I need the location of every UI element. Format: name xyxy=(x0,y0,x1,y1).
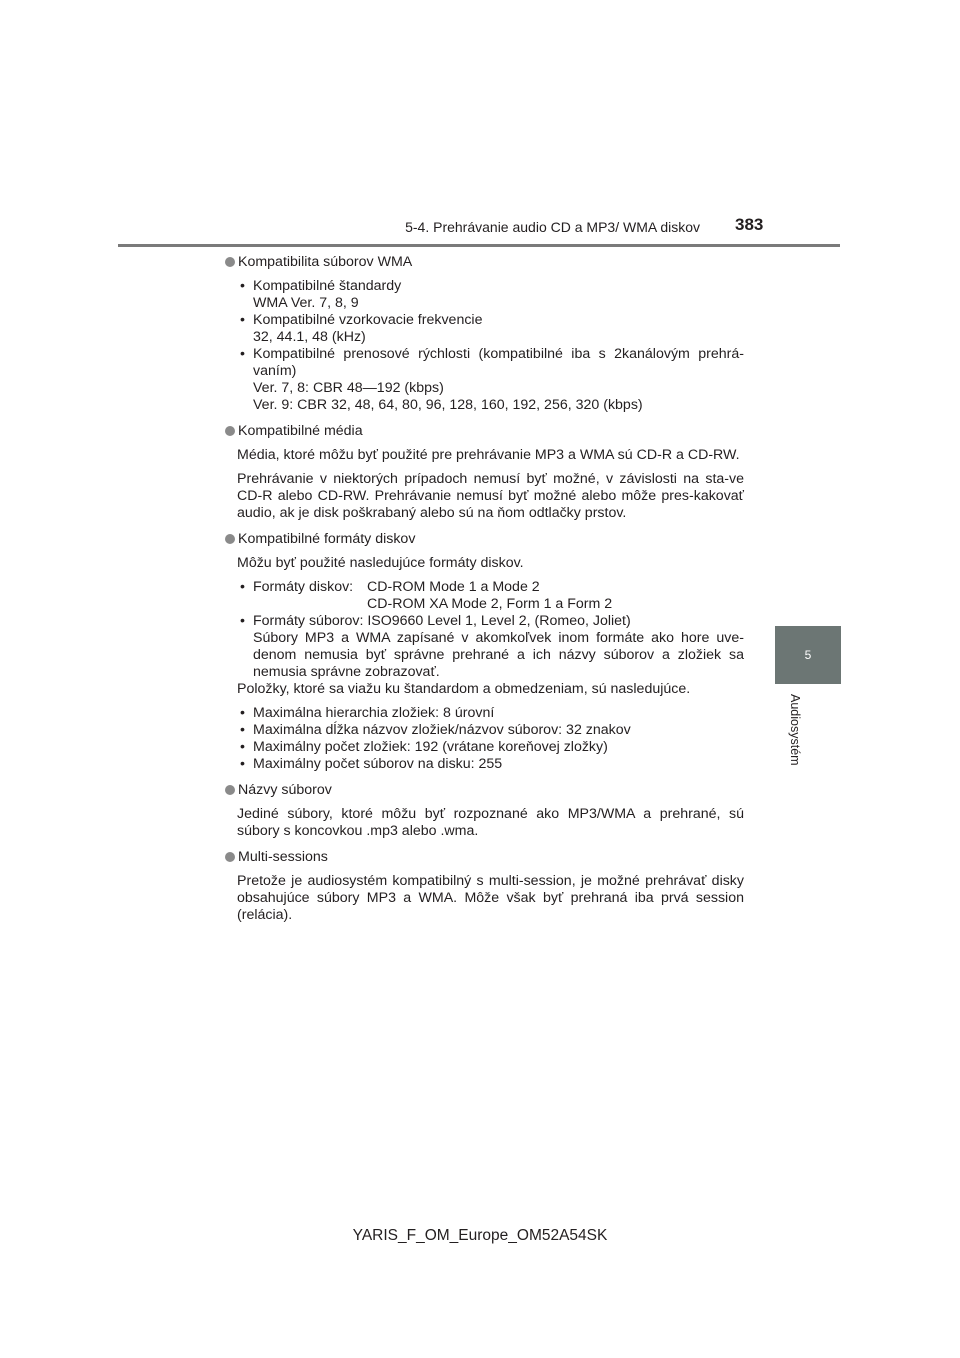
list-item-text: 32, 44.1, 48 (kHz) xyxy=(253,329,366,345)
section-title xyxy=(226,254,744,271)
list-bullet: • xyxy=(240,579,245,595)
list-item xyxy=(226,579,744,613)
section-title xyxy=(226,849,744,866)
list-bullet: • xyxy=(240,739,245,755)
list-bullet: • xyxy=(240,722,245,738)
list-bullet: • xyxy=(240,278,245,294)
disc-format-label: Formáty diskov: xyxy=(253,579,354,595)
list-item-text: WMA Ver. 7, 8, 9 xyxy=(253,295,359,311)
list-item-text: Kompatibilné prenosové rýchlosti (kompatibilné iba s 2kanálovým prehrá-vaním) xyxy=(253,346,744,379)
paragraph: Prehrávanie v niektorých prípadoch nemusí byť možné, v závislosti na sta-ve CD-R alebo CD-RW. Prehrávanie nemusí byť možné alebo môže pres-kakovať audio, ak je disk poškrabaný alebo sú na ňom odtlačky prstov. xyxy=(237,471,744,521)
list-item-text: Kompatibilné štandardy xyxy=(253,278,402,294)
section-title xyxy=(226,531,744,548)
list-item xyxy=(226,278,744,312)
section-names xyxy=(226,782,744,840)
disc-format-row xyxy=(253,579,744,596)
section-bullet-icon xyxy=(225,534,235,544)
paragraph: Môžu byť použité nasledujúce formáty diskov. xyxy=(237,555,524,571)
limits-list xyxy=(226,705,744,773)
header-divider xyxy=(118,244,840,247)
section-title-text: Názvy súborov xyxy=(238,782,332,798)
section-media xyxy=(226,423,744,522)
section-title xyxy=(226,423,744,440)
paragraph: Jediné súbory, ktoré môžu byť rozpoznané ako MP3/WMA a prehrané, sú súbory s koncovkou .mp3 alebo .wma. xyxy=(237,806,744,839)
formats-list xyxy=(226,579,744,681)
list-item xyxy=(226,613,744,681)
section-title-text: Kompatibilné média xyxy=(238,423,363,439)
list-bullet: • xyxy=(240,346,245,362)
paragraph: Média, ktoré môžu byť použité pre prehrávanie MP3 a WMA sú CD-R a CD-RW. xyxy=(237,447,740,463)
list-item-text: Maximálna hierarchia zložiek: 8 úrovní xyxy=(253,705,495,721)
disc-format-row xyxy=(253,596,744,613)
section-title xyxy=(226,782,744,799)
list-bullet: • xyxy=(240,312,245,328)
paragraph: Položky, ktoré sa viažu ku štandardom a obmedzeniam, sú nasledujúce. xyxy=(237,681,691,697)
list-item-note: Súbory MP3 a WMA zapísané v akomkoľvek inom formáte ako hore uve-denom nemusia byť správne prehrané a ich názvy súborov a zložiek sa nemusia správne zobrazovať. xyxy=(253,630,744,680)
section-bullet-icon xyxy=(225,852,235,862)
section-title-text: Multi-sessions xyxy=(238,849,328,865)
section-title-text: Kompatibilita súborov WMA xyxy=(238,254,413,270)
list-item xyxy=(226,756,744,773)
list-item-text: Formáty súborov: ISO9660 Level 1, Level 2, (Romeo, Joliet) xyxy=(253,613,631,629)
paragraph: Pretože je audiosystém kompatibilný s multi-session, je možné prehrávať disky obsahujúce súbory MP3 a WMA. Môže však byť prehraná iba prvá session (relácia). xyxy=(237,873,744,923)
list-item-text: Maximálny počet zložiek: 192 (vrátane koreňovej zložky) xyxy=(253,739,608,755)
section-multi xyxy=(226,849,744,924)
chapter-header: 5-4. Prehrávanie audio CD a MP3/ WMA diskov xyxy=(405,219,700,235)
list-item xyxy=(226,722,744,739)
list-bullet: • xyxy=(240,613,245,629)
list-item xyxy=(226,312,744,346)
disc-format-value: CD-ROM XA Mode 2, Form 1 a Form 2 xyxy=(367,596,613,612)
list-item xyxy=(226,346,744,414)
list-bullet: • xyxy=(240,705,245,721)
section-bullet-icon xyxy=(225,785,235,795)
document-footer: YARIS_F_OM_Europe_OM52A54SK xyxy=(352,1227,608,1244)
list-bullet: • xyxy=(240,756,245,772)
list-item-text: Maximálna dĺžka názvov zložiek/názvov súborov: 32 znakov xyxy=(253,722,631,738)
list-item-text: Ver. 9: CBR 32, 48, 64, 80, 96, 128, 160, 192, 256, 320 (kbps) xyxy=(253,397,643,413)
wma-list xyxy=(226,278,744,414)
list-item-text: Maximálny počet súborov na disku: 255 xyxy=(253,756,503,772)
page-content xyxy=(226,254,744,933)
section-bullet-icon xyxy=(225,257,235,267)
list-item xyxy=(226,739,744,756)
chapter-tab-number: 5 xyxy=(804,648,812,662)
page-number: 383 xyxy=(735,215,764,234)
section-wma xyxy=(226,254,744,414)
section-title-text: Kompatibilné formáty diskov xyxy=(238,531,416,547)
section-bullet-icon xyxy=(225,426,235,436)
list-item xyxy=(226,705,744,722)
section-formats xyxy=(226,531,744,773)
chapter-tab xyxy=(775,626,841,684)
chapter-tab-label: Audiosystém xyxy=(788,694,802,766)
disc-format-value: CD-ROM Mode 1 a Mode 2 xyxy=(367,579,540,595)
list-item-text: Ver. 7, 8: CBR 48—192 (kbps) xyxy=(253,380,444,396)
list-item-text: Kompatibilné vzorkovacie frekvencie xyxy=(253,312,483,328)
